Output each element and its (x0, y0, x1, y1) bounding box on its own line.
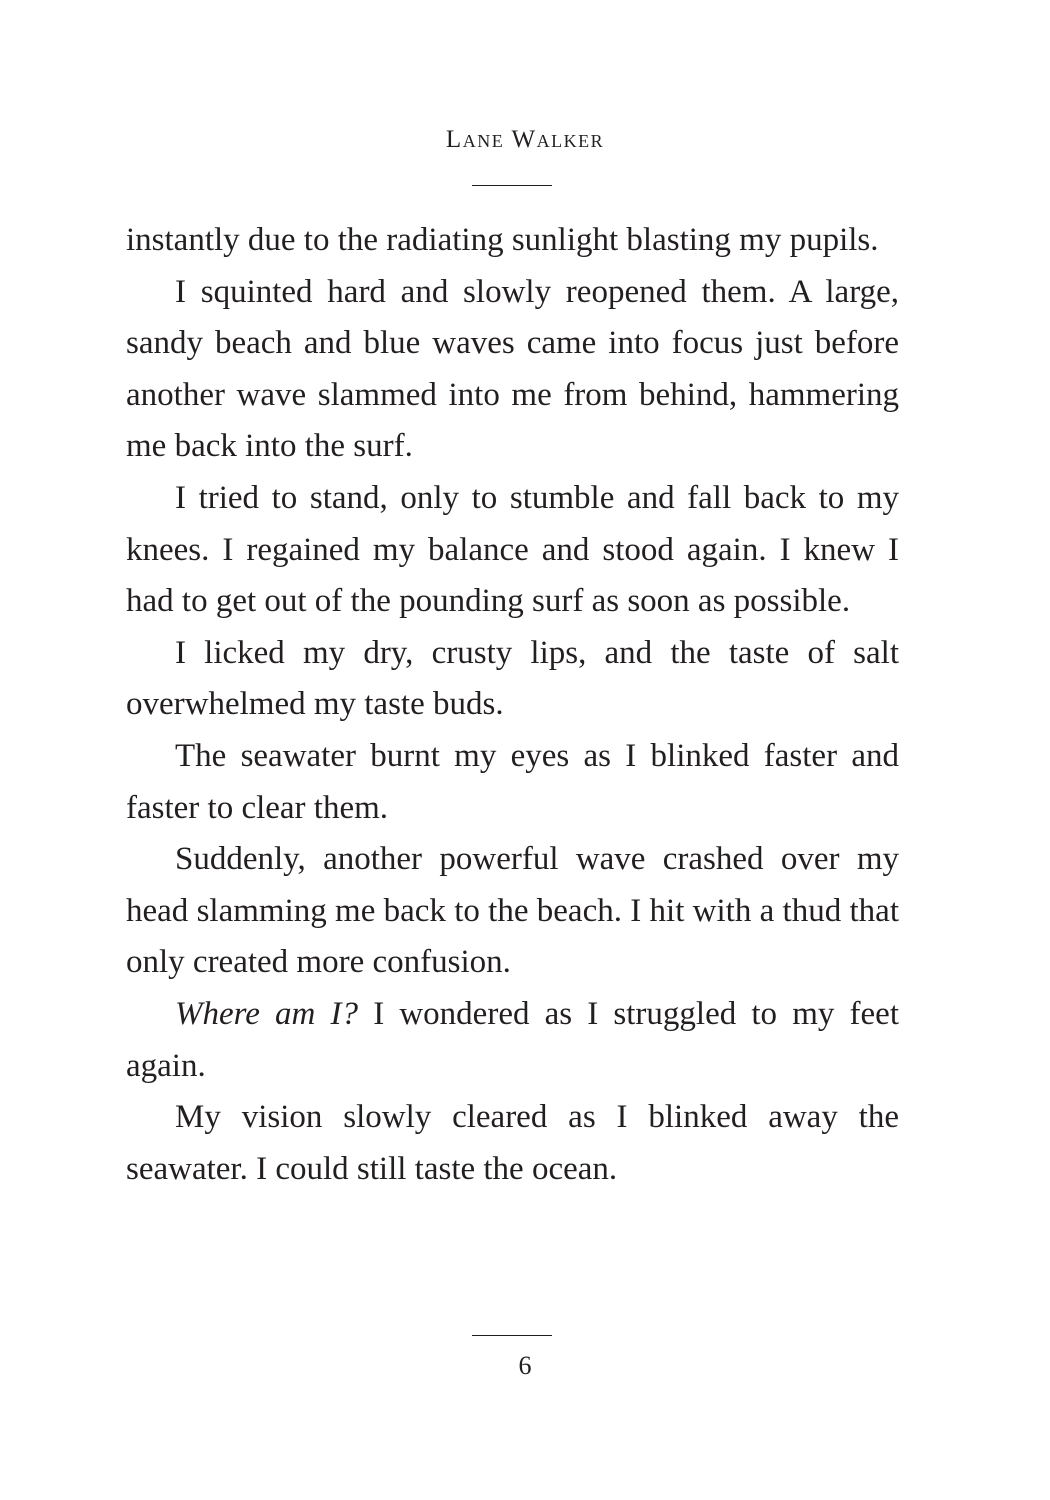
paragraph-8: My vision slowly cleared as I blinked away the seawater. I could still taste the ocean. (126, 1099, 899, 1187)
paragraph-4: I licked my dry, crusty lips, and the taste of salt overwhelmed my taste buds. (126, 634, 899, 723)
paragraph-7-text: I wondered as I struggled to my feet again. (126, 995, 899, 1084)
paragraph-7 (126, 989, 899, 1092)
page-number: 6 (518, 1351, 532, 1380)
paragraph-6: Suddenly, another powerful wave crashed over my head slamming me back to the beach. I hit with a thud that only created more confusion. (126, 841, 899, 981)
paragraph-5: The seawater burnt my eyes as I blinked faster and faster to clear them. (126, 737, 899, 826)
inner-thought: Where am I? (175, 995, 359, 1032)
paragraph-3: I tried to stand, only to stumble and fall back to my knees. I regained my balance and stood again. I knew I had to get out of the pounding surf as soon as possible. (126, 479, 899, 620)
header-rule (472, 185, 552, 186)
paragraph-2: I squinted hard and slowly reopened them. A large, sandy beach and blue waves came into focus just before another wave slammed into me from behind, hammering me back into the surf. (126, 273, 899, 465)
paragraph-1: instantly due to the radiating sunlight blasting my pupils. (126, 222, 879, 258)
body-text (126, 215, 899, 1195)
footer-rule (472, 1335, 552, 1336)
running-head: Lane Walker (445, 126, 605, 153)
